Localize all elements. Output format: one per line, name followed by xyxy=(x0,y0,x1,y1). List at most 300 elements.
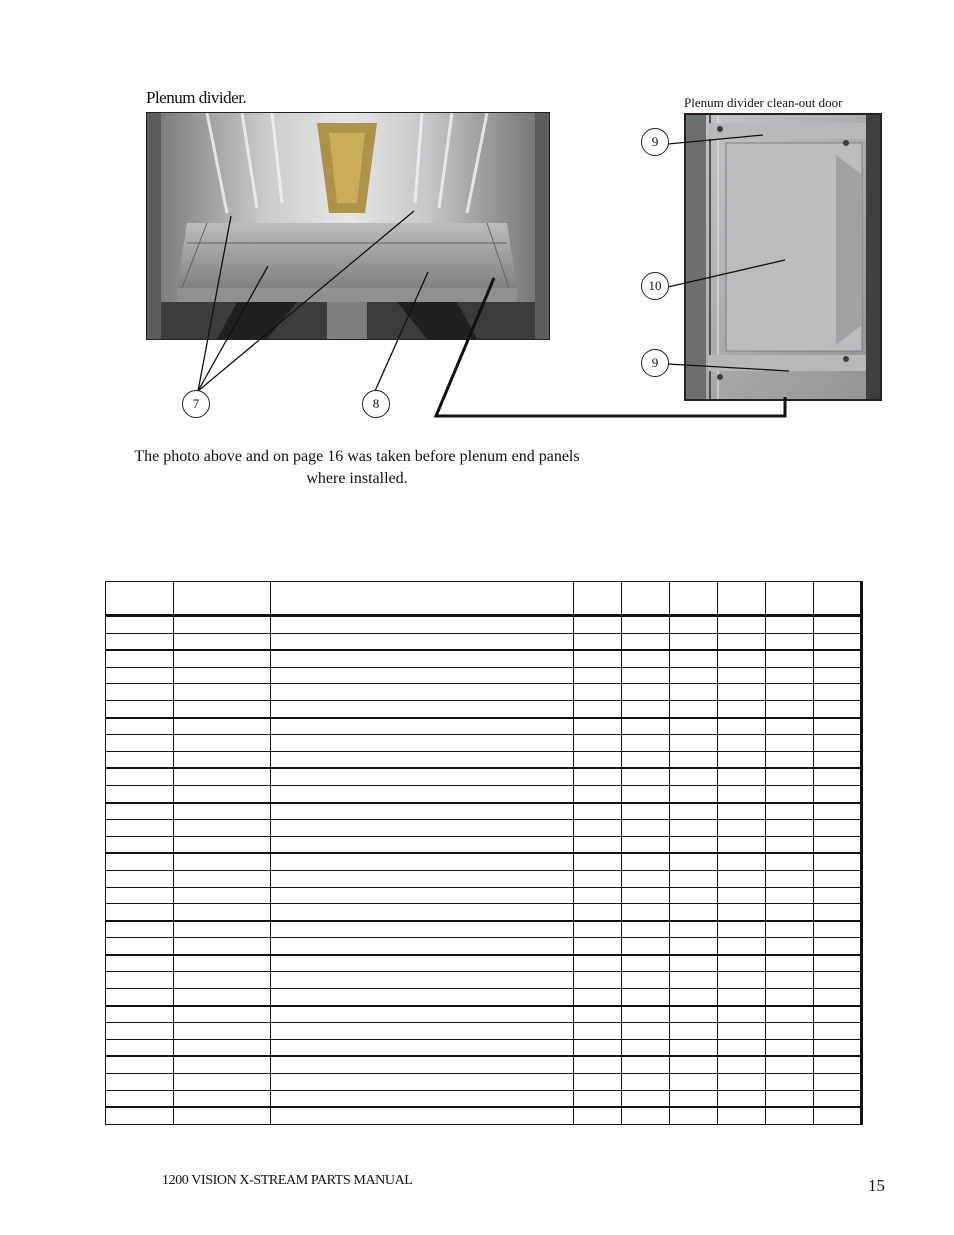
table-row xyxy=(106,1090,862,1107)
table-row xyxy=(106,667,862,684)
table-cell xyxy=(766,853,814,870)
table-cell xyxy=(174,1056,271,1073)
table-cell xyxy=(670,1056,718,1073)
table-cell xyxy=(814,718,862,735)
table-row xyxy=(106,989,862,1006)
table-cell xyxy=(174,955,271,972)
table-row xyxy=(106,803,862,820)
table-cell xyxy=(718,1056,766,1073)
table-cell xyxy=(271,633,574,650)
table-cell xyxy=(670,667,718,684)
callout-9-bottom: 9 xyxy=(641,349,669,377)
table-cell xyxy=(670,633,718,650)
table-cell xyxy=(271,735,574,752)
table-row xyxy=(106,938,862,955)
table-cell xyxy=(766,1023,814,1040)
table-cell xyxy=(174,836,271,853)
table-cell xyxy=(622,684,670,701)
table-cell xyxy=(174,904,271,921)
table-cell xyxy=(271,616,574,634)
table-cell xyxy=(814,768,862,785)
table-cell xyxy=(106,785,174,802)
table-cell xyxy=(718,1090,766,1107)
parts-table xyxy=(105,581,863,1125)
table-cell xyxy=(766,803,814,820)
table-cell xyxy=(106,667,174,684)
table-cell xyxy=(718,684,766,701)
table-cell xyxy=(174,768,271,785)
table-cell xyxy=(106,768,174,785)
table-cell xyxy=(622,989,670,1006)
table-row xyxy=(106,904,862,921)
table-cell xyxy=(622,820,670,837)
table-cell xyxy=(718,989,766,1006)
table-cell xyxy=(670,1039,718,1056)
table-cell xyxy=(766,955,814,972)
table-cell xyxy=(670,684,718,701)
table-cell xyxy=(718,785,766,802)
table-cell xyxy=(718,735,766,752)
table-cell xyxy=(670,700,718,717)
table-cell xyxy=(814,1107,862,1124)
table-cell xyxy=(766,735,814,752)
table-cell xyxy=(670,1090,718,1107)
table-cell xyxy=(574,870,622,887)
table-cell xyxy=(106,1056,174,1073)
table-cell xyxy=(174,1090,271,1107)
table-cell xyxy=(670,650,718,667)
table-cell xyxy=(814,921,862,938)
clean-out-door-caption: Plenum divider clean-out door xyxy=(684,95,843,110)
table-cell xyxy=(271,870,574,887)
table-cell xyxy=(766,989,814,1006)
table-cell xyxy=(574,1074,622,1091)
header-cell xyxy=(622,582,670,616)
table-cell xyxy=(814,853,862,870)
table-cell xyxy=(718,853,766,870)
table-cell xyxy=(670,955,718,972)
table-row xyxy=(106,820,862,837)
table-cell xyxy=(814,650,862,667)
table-cell xyxy=(271,955,574,972)
table-cell xyxy=(718,616,766,634)
table-cell xyxy=(622,616,670,634)
table-cell xyxy=(622,667,670,684)
table-row xyxy=(106,1074,862,1091)
table-cell xyxy=(766,684,814,701)
table-cell xyxy=(766,972,814,989)
table-cell xyxy=(574,785,622,802)
table-cell xyxy=(574,1107,622,1124)
table-cell xyxy=(106,616,174,634)
table-cell xyxy=(622,938,670,955)
table-cell xyxy=(622,904,670,921)
table-cell xyxy=(670,751,718,768)
table-cell xyxy=(718,751,766,768)
table-cell xyxy=(174,887,271,904)
table-cell xyxy=(814,989,862,1006)
table-cell xyxy=(574,904,622,921)
table-cell xyxy=(622,633,670,650)
callout-10: 10 xyxy=(641,272,669,300)
table-cell xyxy=(814,836,862,853)
table-cell xyxy=(718,1023,766,1040)
table-cell xyxy=(106,735,174,752)
table-row xyxy=(106,1039,862,1056)
table-row xyxy=(106,785,862,802)
table-cell xyxy=(670,785,718,802)
photo-note xyxy=(100,446,614,490)
table-cell xyxy=(814,1056,862,1073)
table-cell xyxy=(814,955,862,972)
table-cell xyxy=(174,803,271,820)
table-cell xyxy=(718,904,766,921)
table-cell xyxy=(106,836,174,853)
table-cell xyxy=(814,1006,862,1023)
table-cell xyxy=(814,684,862,701)
table-row xyxy=(106,1023,862,1040)
table-cell xyxy=(718,803,766,820)
table-cell xyxy=(622,718,670,735)
table-cell xyxy=(622,955,670,972)
callout-7: 7 xyxy=(182,390,210,418)
table-row xyxy=(106,633,862,650)
table-row xyxy=(106,887,862,904)
table-cell xyxy=(622,1056,670,1073)
table-cell xyxy=(574,751,622,768)
table-cell xyxy=(574,955,622,972)
table-cell xyxy=(174,921,271,938)
table-cell xyxy=(174,650,271,667)
table-cell xyxy=(106,1074,174,1091)
table-cell xyxy=(271,887,574,904)
table-cell xyxy=(106,887,174,904)
table-cell xyxy=(622,836,670,853)
table-cell xyxy=(574,820,622,837)
table-cell xyxy=(574,1056,622,1073)
table-cell xyxy=(670,768,718,785)
table-cell xyxy=(622,785,670,802)
table-cell xyxy=(271,853,574,870)
table-cell xyxy=(106,972,174,989)
table-cell xyxy=(718,650,766,667)
photo-note-line-1: The photo above and on page 16 was taken before plenum end panels xyxy=(134,448,580,465)
table-cell xyxy=(718,700,766,717)
table-cell xyxy=(766,650,814,667)
table-cell xyxy=(766,633,814,650)
table-cell xyxy=(106,921,174,938)
table-cell xyxy=(814,870,862,887)
table-cell xyxy=(622,1090,670,1107)
table-cell xyxy=(622,1023,670,1040)
table-cell xyxy=(814,700,862,717)
table-cell xyxy=(106,650,174,667)
table-cell xyxy=(271,820,574,837)
table-cell xyxy=(574,667,622,684)
table-cell xyxy=(814,820,862,837)
table-cell xyxy=(106,751,174,768)
table-cell xyxy=(271,785,574,802)
header-cell xyxy=(766,582,814,616)
table-cell xyxy=(106,955,174,972)
table-cell xyxy=(174,735,271,752)
table-cell xyxy=(174,938,271,955)
table-cell xyxy=(766,718,814,735)
page-number: 15 xyxy=(868,1176,885,1195)
table-cell xyxy=(174,1039,271,1056)
table-cell xyxy=(271,751,574,768)
table-cell xyxy=(622,751,670,768)
table-cell xyxy=(718,938,766,955)
table-cell xyxy=(718,1006,766,1023)
plenum-divider-caption: Plenum divider. xyxy=(146,88,247,107)
table-row xyxy=(106,751,862,768)
table-cell xyxy=(718,667,766,684)
table-cell xyxy=(106,870,174,887)
table-cell xyxy=(174,1006,271,1023)
table-cell xyxy=(670,870,718,887)
table-cell xyxy=(271,1006,574,1023)
table-cell xyxy=(766,667,814,684)
table-cell xyxy=(574,887,622,904)
table-cell xyxy=(174,667,271,684)
table-cell xyxy=(718,768,766,785)
table-row xyxy=(106,718,862,735)
header-cell xyxy=(574,582,622,616)
table-cell xyxy=(814,735,862,752)
table-cell xyxy=(174,1023,271,1040)
table-cell xyxy=(766,1090,814,1107)
table-cell xyxy=(106,803,174,820)
table-cell xyxy=(574,836,622,853)
table-cell xyxy=(718,836,766,853)
table-cell xyxy=(718,1107,766,1124)
table-cell xyxy=(106,1006,174,1023)
table-cell xyxy=(622,1039,670,1056)
table-cell xyxy=(718,820,766,837)
table-cell xyxy=(574,972,622,989)
table-row xyxy=(106,955,862,972)
table-cell xyxy=(766,700,814,717)
table-cell xyxy=(271,1090,574,1107)
table-cell xyxy=(670,735,718,752)
table-cell xyxy=(106,820,174,837)
table-cell xyxy=(814,938,862,955)
table-cell xyxy=(174,700,271,717)
table-row xyxy=(106,768,862,785)
table-cell xyxy=(574,853,622,870)
table-cell xyxy=(574,1090,622,1107)
table-cell xyxy=(814,1074,862,1091)
table-cell xyxy=(766,921,814,938)
table-cell xyxy=(814,785,862,802)
table-cell xyxy=(106,989,174,1006)
table-cell xyxy=(670,1107,718,1124)
table-cell xyxy=(670,616,718,634)
table-cell xyxy=(174,853,271,870)
table-cell xyxy=(622,650,670,667)
table-cell xyxy=(814,751,862,768)
table-cell xyxy=(718,1074,766,1091)
callout-8: 8 xyxy=(362,390,390,418)
table-cell xyxy=(766,768,814,785)
table-cell xyxy=(271,667,574,684)
header-cell xyxy=(174,582,271,616)
table-cell xyxy=(574,684,622,701)
table-cell xyxy=(106,1107,174,1124)
table-cell xyxy=(766,751,814,768)
header-cell xyxy=(670,582,718,616)
table-cell xyxy=(106,700,174,717)
table-cell xyxy=(718,718,766,735)
table-cell xyxy=(766,887,814,904)
table-cell xyxy=(174,870,271,887)
parts-table-header xyxy=(106,582,862,616)
table-cell xyxy=(670,938,718,955)
table-cell xyxy=(574,718,622,735)
table-cell xyxy=(670,921,718,938)
table-cell xyxy=(718,870,766,887)
table-cell xyxy=(670,836,718,853)
table-cell xyxy=(670,718,718,735)
table-cell xyxy=(766,904,814,921)
table-cell xyxy=(622,768,670,785)
table-cell xyxy=(574,938,622,955)
table-row xyxy=(106,735,862,752)
table-cell xyxy=(174,989,271,1006)
table-cell xyxy=(814,972,862,989)
table-cell xyxy=(814,667,862,684)
table-cell xyxy=(106,684,174,701)
table-cell xyxy=(814,633,862,650)
table-cell xyxy=(574,768,622,785)
table-row xyxy=(106,1056,862,1073)
table-cell xyxy=(766,1039,814,1056)
table-cell xyxy=(622,1006,670,1023)
table-cell xyxy=(766,870,814,887)
table-cell xyxy=(622,887,670,904)
table-cell xyxy=(271,768,574,785)
table-row xyxy=(106,1107,862,1124)
table-cell xyxy=(574,1023,622,1040)
table-cell xyxy=(174,684,271,701)
table-cell xyxy=(718,887,766,904)
header-cell xyxy=(106,582,174,616)
table-row xyxy=(106,972,862,989)
table-row xyxy=(106,836,862,853)
table-cell xyxy=(271,938,574,955)
table-cell xyxy=(574,989,622,1006)
table-cell xyxy=(766,785,814,802)
table-cell xyxy=(271,1074,574,1091)
table-cell xyxy=(766,1107,814,1124)
manual-title-footer: 1200 VISION X-STREAM PARTS MANUAL xyxy=(162,1173,413,1188)
table-cell xyxy=(622,1107,670,1124)
table-cell xyxy=(814,616,862,634)
table-cell xyxy=(574,921,622,938)
table-cell xyxy=(718,972,766,989)
header-cell xyxy=(271,582,574,616)
table-cell xyxy=(766,616,814,634)
table-cell xyxy=(174,718,271,735)
table-cell xyxy=(766,820,814,837)
table-cell xyxy=(271,836,574,853)
table-cell xyxy=(574,616,622,634)
table-cell xyxy=(106,1023,174,1040)
table-cell xyxy=(814,904,862,921)
table-cell xyxy=(574,650,622,667)
clean-out-door-photo xyxy=(684,113,882,401)
table-cell xyxy=(670,1023,718,1040)
table-cell xyxy=(670,972,718,989)
table-cell xyxy=(766,836,814,853)
table-cell xyxy=(670,887,718,904)
table-cell xyxy=(622,870,670,887)
table-cell xyxy=(574,803,622,820)
plenum-divider-photo xyxy=(146,112,550,340)
table-cell xyxy=(174,785,271,802)
table-cell xyxy=(766,1056,814,1073)
table-cell xyxy=(106,1090,174,1107)
table-row xyxy=(106,853,862,870)
table-cell xyxy=(622,735,670,752)
table-cell xyxy=(271,1039,574,1056)
table-cell xyxy=(718,921,766,938)
table-cell xyxy=(106,633,174,650)
table-cell xyxy=(271,989,574,1006)
table-row xyxy=(106,1006,862,1023)
table-cell xyxy=(174,1074,271,1091)
table-cell xyxy=(622,921,670,938)
table-cell xyxy=(622,803,670,820)
table-cell xyxy=(622,972,670,989)
table-cell xyxy=(622,853,670,870)
table-cell xyxy=(271,1023,574,1040)
table-cell xyxy=(106,938,174,955)
table-row xyxy=(106,870,862,887)
table-cell xyxy=(766,1074,814,1091)
table-cell xyxy=(718,633,766,650)
table-cell xyxy=(670,989,718,1006)
table-row xyxy=(106,684,862,701)
table-cell xyxy=(718,955,766,972)
table-cell xyxy=(622,1074,670,1091)
table-cell xyxy=(106,1039,174,1056)
table-row xyxy=(106,616,862,634)
table-cell xyxy=(814,1039,862,1056)
table-cell xyxy=(106,718,174,735)
table-cell xyxy=(574,633,622,650)
table-row xyxy=(106,650,862,667)
table-row xyxy=(106,700,862,717)
table-cell xyxy=(814,1023,862,1040)
table-cell xyxy=(670,1074,718,1091)
table-cell xyxy=(271,921,574,938)
table-cell xyxy=(574,735,622,752)
table-cell xyxy=(174,751,271,768)
table-cell xyxy=(622,700,670,717)
table-cell xyxy=(271,803,574,820)
callout-9-top: 9 xyxy=(641,128,669,156)
table-cell xyxy=(271,904,574,921)
photo-note-line-2: where installed. xyxy=(306,470,408,487)
table-cell xyxy=(271,972,574,989)
table-cell xyxy=(670,904,718,921)
table-cell xyxy=(670,853,718,870)
header-cell xyxy=(718,582,766,616)
table-cell xyxy=(271,718,574,735)
table-cell xyxy=(574,700,622,717)
